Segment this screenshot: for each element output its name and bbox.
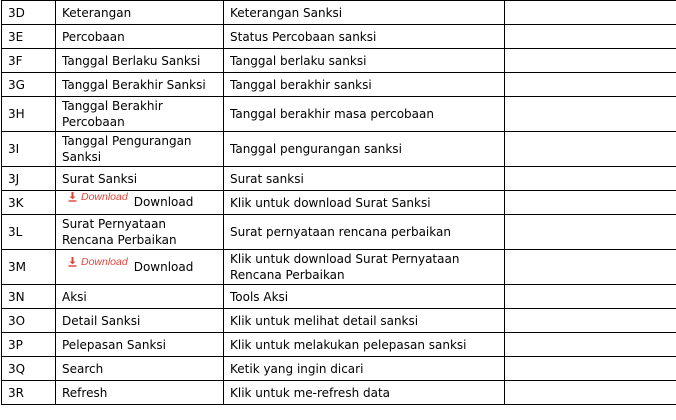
row-name: Surat Pernyataan Rencana Perbaikan bbox=[56, 215, 224, 250]
row-code: 3G bbox=[2, 73, 56, 97]
row-description: Tanggal berakhir sanksi bbox=[224, 73, 505, 97]
download-icon bbox=[68, 192, 77, 202]
row-description: Tanggal berlaku sanksi bbox=[224, 49, 505, 73]
row-name: Tanggal Berakhir Sanksi bbox=[56, 73, 224, 97]
table-row bbox=[2, 25, 676, 49]
download-caption: Download bbox=[133, 259, 194, 274]
row-description: Tanggal berakhir masa percobaan bbox=[224, 97, 505, 132]
row-code: 3I bbox=[2, 132, 56, 167]
table-row bbox=[2, 49, 676, 73]
download-button-label: Download bbox=[81, 255, 128, 268]
table-row bbox=[2, 381, 676, 405]
row-description: Tools Aksi bbox=[224, 285, 505, 309]
row-description: Tanggal pengurangan sanksi bbox=[224, 132, 505, 167]
row-empty-cell bbox=[505, 132, 676, 167]
row-name: Percobaan bbox=[56, 25, 224, 49]
row-code: 3D bbox=[2, 1, 56, 25]
row-code: 3Q bbox=[2, 357, 56, 381]
row-empty-cell bbox=[505, 309, 676, 333]
row-code: 3L bbox=[2, 215, 56, 250]
row-empty-cell bbox=[505, 25, 676, 49]
table-row bbox=[2, 132, 676, 167]
row-code: 3K bbox=[2, 191, 56, 215]
row-description: Klik untuk melihat detail sanksi bbox=[224, 309, 505, 333]
row-name: Search bbox=[56, 357, 224, 381]
row-empty-cell bbox=[505, 167, 676, 191]
row-empty-cell bbox=[505, 285, 676, 309]
row-description: Klik untuk download Surat Sanksi bbox=[224, 191, 505, 215]
table-row bbox=[2, 285, 676, 309]
row-code: 3N bbox=[2, 285, 56, 309]
row-empty-cell bbox=[505, 250, 676, 285]
row-empty-cell bbox=[505, 357, 676, 381]
row-code: 3O bbox=[2, 309, 56, 333]
table-row bbox=[2, 333, 676, 357]
row-description: Status Percobaan sanksi bbox=[224, 25, 505, 49]
row-empty-cell bbox=[505, 333, 676, 357]
download-button[interactable] bbox=[62, 254, 130, 270]
row-description: Klik untuk me-refresh data bbox=[224, 381, 505, 405]
download-icon bbox=[68, 257, 77, 267]
row-name-download bbox=[56, 191, 224, 215]
row-empty-cell bbox=[505, 191, 676, 215]
row-name-download bbox=[56, 250, 224, 285]
row-code: 3H bbox=[2, 97, 56, 132]
row-description: Klik untuk melakukan pelepasan sanksi bbox=[224, 333, 505, 357]
table-row bbox=[2, 191, 676, 215]
row-name: Pelepasan Sanksi bbox=[56, 333, 224, 357]
row-empty-cell bbox=[505, 73, 676, 97]
row-name: Detail Sanksi bbox=[56, 309, 224, 333]
row-description: Klik untuk download Surat Pernyataan Rencana Perbaikan bbox=[224, 250, 505, 285]
download-group bbox=[62, 255, 194, 275]
download-button-label: Download bbox=[81, 191, 128, 203]
table-row bbox=[2, 357, 676, 381]
row-name: Aksi bbox=[56, 285, 224, 309]
row-description: Surat pernyataan rencana perbaikan bbox=[224, 215, 505, 250]
reference-table bbox=[1, 0, 676, 405]
download-group bbox=[62, 191, 194, 210]
table-row bbox=[2, 1, 676, 25]
row-name: Tanggal Berakhir Percobaan bbox=[56, 97, 224, 132]
download-caption: Download bbox=[133, 195, 194, 209]
row-empty-cell bbox=[505, 381, 676, 405]
row-name: Refresh bbox=[56, 381, 224, 405]
row-empty-cell bbox=[505, 215, 676, 250]
row-name: Keterangan bbox=[56, 1, 224, 25]
row-description: Ketik yang ingin dicari bbox=[224, 357, 505, 381]
table-row bbox=[2, 250, 676, 285]
row-description: Keterangan Sanksi bbox=[224, 1, 505, 25]
table-row bbox=[2, 215, 676, 250]
table-row bbox=[2, 309, 676, 333]
row-name: Tanggal Berlaku Sanksi bbox=[56, 49, 224, 73]
row-code: 3E bbox=[2, 25, 56, 49]
row-name: Tanggal Pengurangan Sanksi bbox=[56, 132, 224, 167]
table-row bbox=[2, 97, 676, 132]
row-code: 3R bbox=[2, 381, 56, 405]
row-empty-cell bbox=[505, 1, 676, 25]
row-empty-cell bbox=[505, 97, 676, 132]
row-code: 3P bbox=[2, 333, 56, 357]
row-name: Surat Sanksi bbox=[56, 167, 224, 191]
table-row bbox=[2, 73, 676, 97]
download-button[interactable] bbox=[62, 191, 130, 206]
row-code: 3F bbox=[2, 49, 56, 73]
row-code: 3J bbox=[2, 167, 56, 191]
row-empty-cell bbox=[505, 49, 676, 73]
table-row bbox=[2, 167, 676, 191]
row-code: 3M bbox=[2, 250, 56, 285]
row-description: Surat sanksi bbox=[224, 167, 505, 191]
